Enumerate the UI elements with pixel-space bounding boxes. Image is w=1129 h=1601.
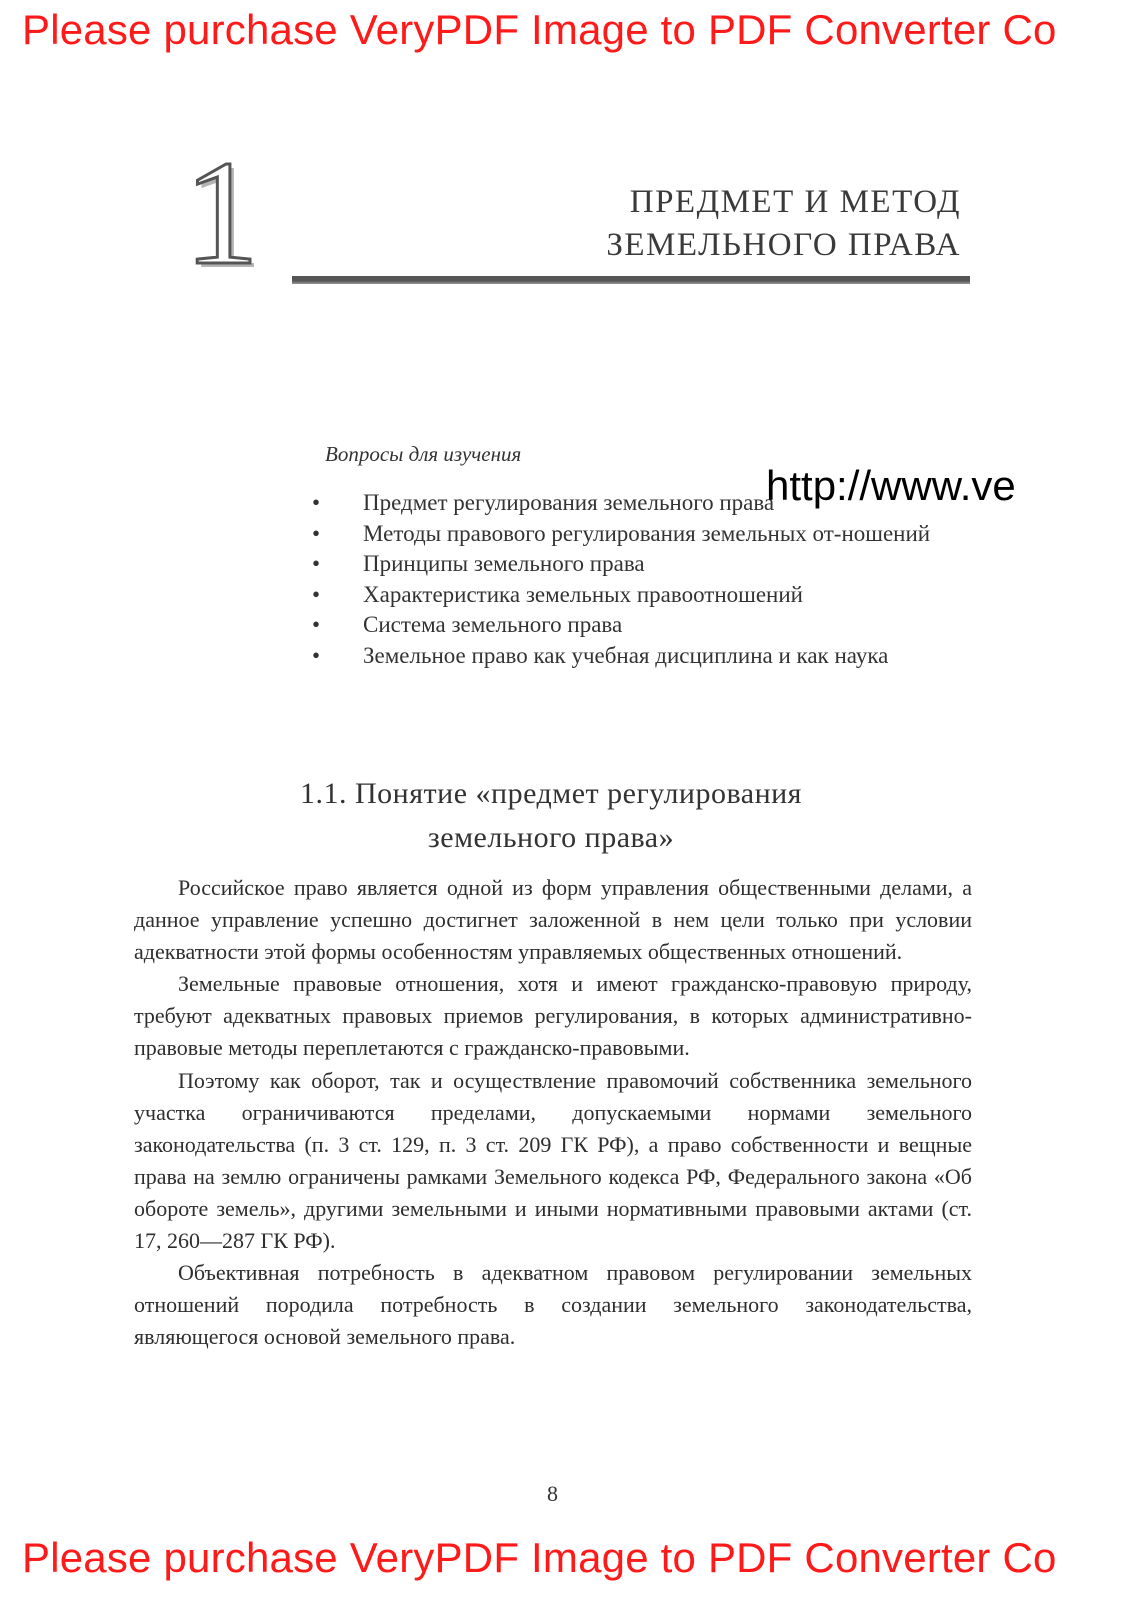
chapter-number: 1	[184, 130, 259, 296]
url-watermark: http://www.ve	[766, 462, 1016, 509]
paragraph: Поэтому как оборот, так и осуществление правомочий собственника земельного участка ограничиваются пределами, допускаемыми нормами земельного законодательства (п. 3 ст. 129, п. 3 ст. 209 ГК РФ), а право собственности и вещные права на землю ограничены рамками Земельного кодекса РФ, Федерального закона «Об обороте земель», другими земельными и иными нормативными правовыми актами (ст. 17, 260—287 ГК РФ).	[134, 1067, 972, 1254]
paragraph: Объективная потребность в адекватном правовом регулировании земельных отношений породила потребность в создании земельного законодательства, являющегося основой земельного права.	[134, 1260, 972, 1350]
paragraph: Российское право является одной из форм управления общественными делами, а данное управление успешно достигнет заложенной в нем цели только при условии адекватности этой формы особенностям управляемых общественных отношений.	[134, 875, 972, 965]
section-title	[130, 772, 972, 860]
question-item: • Земельное право как учебная дисциплина и как наука	[310, 641, 972, 672]
watermark-bottom: Please purchase VeryPDF Image to PDF Converter Co	[22, 1534, 1057, 1581]
paragraph: Земельные правовые отношения, хотя и имеют гражданско-правовую природу, требуют адекватных правовых приемов регулирования, в которых административно-правовые методы переплетаются с гражданско-правовыми.	[134, 971, 972, 1061]
questions-heading: Вопросы для изучения	[325, 442, 522, 466]
chapter-rule	[292, 276, 970, 284]
question-item: • Характеристика земельных правоотношений	[310, 580, 972, 611]
question-item: • Методы правового регулирования земельных от-ношений	[310, 519, 972, 550]
question-item: • Предмет регулирования земельного права	[310, 488, 972, 519]
chapter-title	[606, 181, 961, 267]
body-text	[134, 872, 972, 1353]
section-title-line1: 1.1. Понятие «предмет регулирования	[300, 777, 802, 810]
chapter-title-line1: ПРЕДМЕТ И МЕТОД	[629, 184, 961, 220]
questions-list	[310, 488, 972, 671]
chapter-title-line2: ЗЕМЕЛЬНОГО ПРАВА	[606, 227, 961, 263]
question-item: • Система земельного права	[310, 610, 972, 641]
question-item: • Принципы земельного права	[310, 549, 972, 580]
page-number: 8	[547, 1481, 558, 1506]
watermark-top: Please purchase VeryPDF Image to PDF Converter Co	[22, 6, 1057, 53]
section-title-line2: земельного права»	[427, 821, 675, 854]
